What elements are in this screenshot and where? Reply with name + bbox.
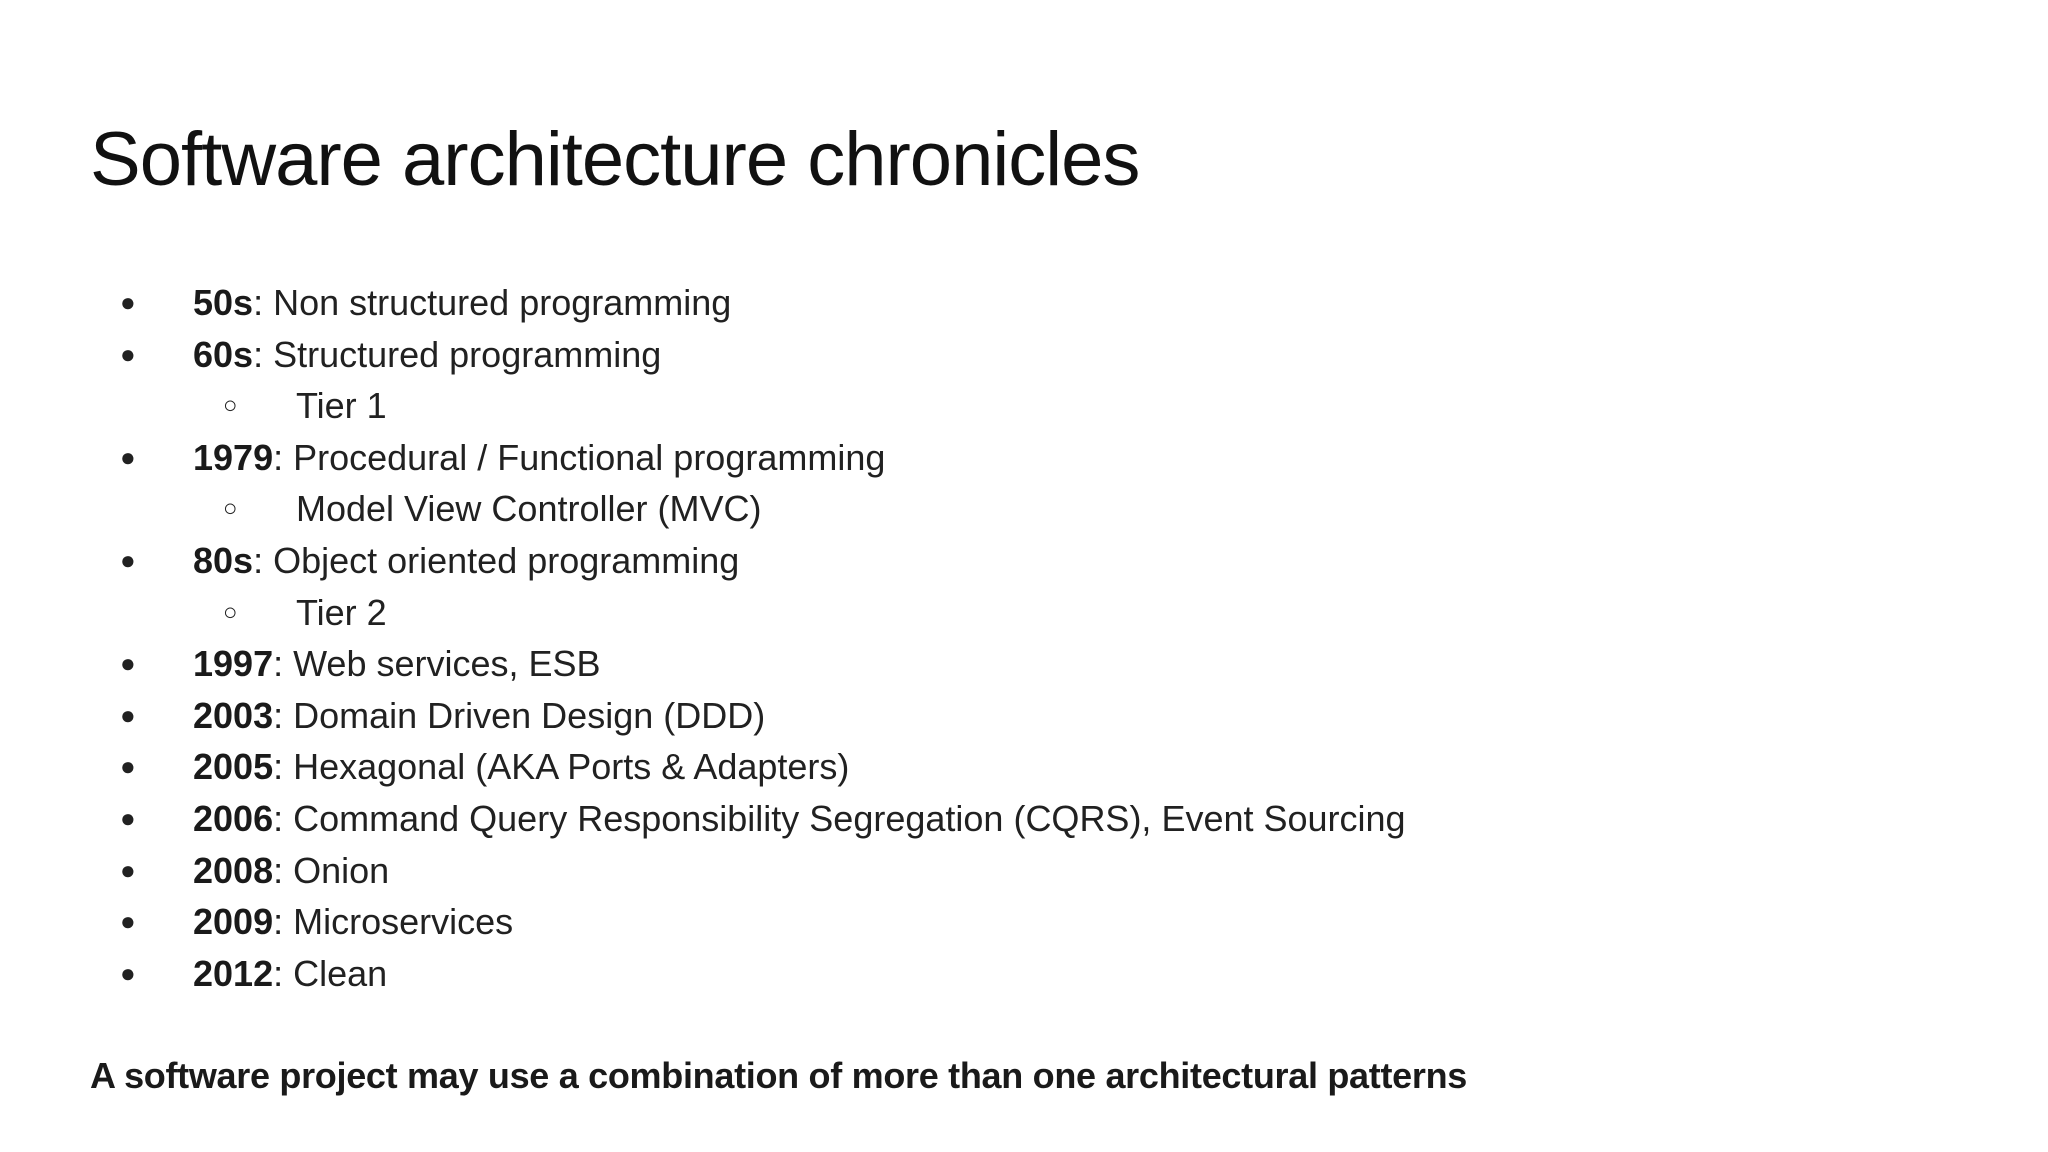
item-text: : Microservices — [273, 901, 514, 943]
item-text: : Clean — [273, 952, 388, 994]
item-year: 2003 — [193, 694, 274, 736]
item-text: Tier 2 — [296, 591, 387, 633]
item-content — [193, 535, 739, 587]
bullet-icon: ● — [120, 441, 136, 472]
item-text: : Hexagonal (AKA Ports & Adapters) — [273, 746, 850, 788]
hollow-bullet-icon: ○ — [223, 392, 238, 420]
item-content — [296, 380, 387, 432]
hollow-bullet-icon: ○ — [223, 495, 238, 523]
bullet-icon: ● — [120, 906, 136, 937]
item-content — [296, 587, 387, 639]
item-year: 60s — [193, 333, 254, 375]
bullet-icon: ● — [120, 854, 136, 885]
item-year: 1997 — [193, 643, 274, 685]
item-content — [193, 896, 513, 948]
item-text: Tier 1 — [296, 385, 387, 427]
item-content — [193, 793, 1406, 845]
item-text: : Onion — [273, 849, 390, 891]
item-content — [193, 277, 731, 329]
item-text: Model View Controller (MVC) — [296, 488, 762, 530]
item-year: 2008 — [193, 849, 274, 891]
bullet-icon: ● — [120, 957, 136, 988]
bullet-icon: ● — [120, 544, 136, 575]
item-text: : Non structured programming — [253, 282, 732, 323]
item-content — [193, 948, 387, 1000]
item-text: : Procedural / Functional programming — [273, 436, 886, 478]
item-content — [193, 432, 885, 484]
item-year: 80s — [193, 539, 254, 581]
bullet-icon: ● — [120, 287, 136, 317]
bullet-icon: ● — [120, 699, 136, 730]
item-year: 1979 — [193, 436, 274, 478]
item-text: : Structured programming — [253, 333, 662, 375]
item-content — [193, 741, 849, 793]
item-content — [193, 690, 765, 742]
bullet-icon: ● — [120, 751, 136, 782]
item-year: 2005 — [193, 746, 274, 788]
item-content — [193, 638, 601, 690]
item-year: 2006 — [193, 797, 274, 839]
item-year: 50s — [193, 282, 254, 323]
item-content — [296, 483, 761, 535]
bullet-icon: ● — [120, 338, 136, 369]
bullet-icon: ● — [120, 648, 136, 679]
item-year: 2012 — [193, 952, 274, 994]
item-text: : Web services, ESB — [273, 643, 601, 685]
bullet-icon: ● — [120, 802, 136, 833]
item-text: : Command Query Responsibility Segregation (CQRS), Event Sourcing — [273, 797, 1406, 839]
hollow-bullet-icon: ○ — [223, 598, 238, 626]
footer-note: A software project may use a combination of more than one architectural patterns — [90, 1055, 1467, 1096]
item-text: : Domain Driven Design (DDD) — [273, 694, 766, 736]
item-content — [193, 845, 389, 897]
slide-title: Software architecture chronicles — [90, 117, 1140, 202]
item-year: 2009 — [193, 901, 274, 943]
item-content — [193, 329, 661, 381]
item-text: : Object oriented programming — [253, 539, 740, 581]
